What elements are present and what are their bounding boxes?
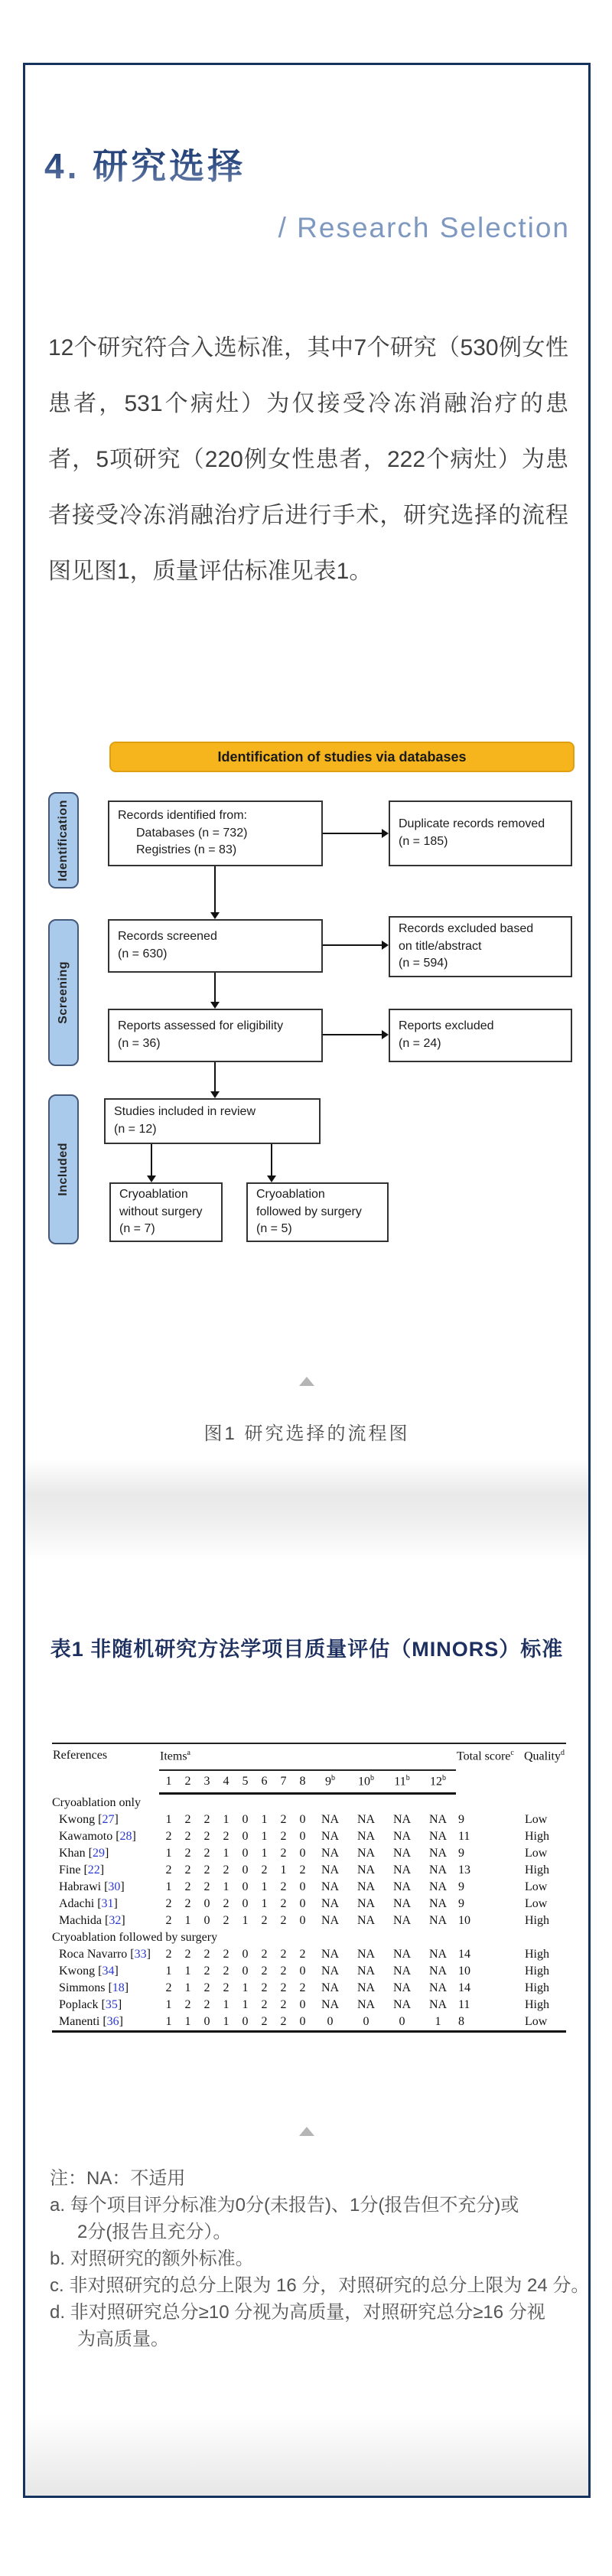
box-studies-included xyxy=(104,1098,321,1144)
box-line: (n = 36) xyxy=(118,1037,161,1050)
section-subtitle-en: / Research Selection xyxy=(278,212,570,243)
col-header-references: References xyxy=(53,1749,108,1762)
table-row: Khan [29] 1 2 2 1 0 1 2 0 NA NA NA NA 9 Low xyxy=(59,1847,548,1860)
citation-link[interactable]: 33 xyxy=(134,1948,147,1961)
box-line: followed by surgery xyxy=(256,1205,362,1218)
arrow-down-icon xyxy=(214,866,216,913)
item-column-header: 12$^b$ xyxy=(420,1770,456,1794)
section-divider xyxy=(25,1459,588,1560)
note-line: b. 对照研究的额外标准。 xyxy=(50,2248,254,2269)
arrow-right-icon xyxy=(323,833,382,834)
minors-table xyxy=(52,1743,566,2033)
arrow-down-icon xyxy=(214,973,216,1003)
box-records-identified xyxy=(108,801,323,866)
table-notes xyxy=(50,2165,588,2353)
citation-link[interactable]: 30 xyxy=(108,1880,121,1893)
box-line: without surgery xyxy=(119,1205,203,1218)
table-row: Roca Navarro [33] 2 2 2 2 0 2 2 2 NA NA NA NA 14 High xyxy=(59,1948,549,1961)
box-reports-excluded xyxy=(389,1009,572,1062)
col-header-items: Items$^a$ xyxy=(159,1743,456,1770)
box-records-excluded xyxy=(389,916,572,977)
citation-link[interactable]: 36 xyxy=(106,2015,119,2028)
box-cryoablation-only xyxy=(109,1182,223,1242)
box-line: (n = 24) xyxy=(399,1037,441,1050)
box-reports-assessed xyxy=(108,1009,323,1062)
item-column-header: 10$^b$ xyxy=(348,1770,384,1794)
stage-label-identification xyxy=(48,792,79,889)
intro-paragraph: 12个研究符合入选标准，其中7个研究（530例女性患者，531个病灶）为仅接受冷冻消融治疗的患者，5项研究（220例女性患者，222个病灶）为患者接受冷冻消融治疗后进行手术，研究选择的流程图见图1，质量评估标准见表1。 xyxy=(48,335,568,584)
box-line: Reports excluded xyxy=(399,1019,494,1033)
item-column-header: 11$^b$ xyxy=(384,1770,420,1794)
stage-label-text: Included xyxy=(57,1143,70,1196)
box-line: (n = 12) xyxy=(114,1123,157,1136)
col-header-total-score: Total score$^c$ xyxy=(457,1749,514,1763)
table-row: Habrawi [30] 1 2 2 1 0 1 2 0 NA NA NA NA 9 Low xyxy=(59,1880,548,1893)
note-line: c. 非对照研究的总分上限为 16 分，对照研究的总分上限为 24 分。 xyxy=(50,2275,590,2296)
figure-collapse-triangle-icon[interactable] xyxy=(299,1377,314,1386)
table-title: 表1 非随机研究方法学项目质量评估（MINORS）标准 xyxy=(50,1638,564,1661)
box-line: (n = 630) xyxy=(118,947,168,960)
table-group-row: Cryoablation followed by surgery xyxy=(52,1931,218,1944)
table-row: Kwong [27] 1 2 2 1 0 1 2 0 NA NA NA NA 9 Low xyxy=(59,1813,548,1826)
box-line: Records screened xyxy=(118,930,217,944)
box-line: on title/abstract xyxy=(399,939,482,953)
item-column-header: 2 xyxy=(178,1770,197,1794)
citation-link[interactable]: 31 xyxy=(101,1897,114,1910)
citation-link[interactable]: 32 xyxy=(109,1914,122,1927)
stage-label-screening xyxy=(48,919,79,1066)
stage-label-included xyxy=(48,1094,79,1244)
stage-label-text: Screening xyxy=(57,961,70,1024)
item-column-header: 7 xyxy=(274,1770,293,1794)
note-line: a. 每个项目评分标准为0分(未报告)、1分(报告但不充分)或 xyxy=(50,2195,519,2216)
box-line: (n = 7) xyxy=(119,1222,155,1236)
arrow-down-icon xyxy=(151,1144,152,1176)
box-line: Records identified from: xyxy=(118,808,247,822)
table-row: Kawamoto [28] 2 2 2 2 0 1 2 0 NA NA NA NA 11 High xyxy=(59,1830,549,1843)
item-column-header: 3 xyxy=(197,1770,216,1794)
table-row: Machida [32] 2 1 0 2 1 2 2 0 NA NA NA NA 10 High xyxy=(59,1914,549,1927)
citation-link[interactable]: 22 xyxy=(87,1864,100,1877)
citation-link[interactable]: 27 xyxy=(102,1813,115,1826)
box-line: Registries (n = 83) xyxy=(136,843,237,857)
article-card xyxy=(23,63,591,2498)
col-header-quality: Quality$^d$ xyxy=(524,1749,565,1763)
table-collapse-triangle-icon[interactable] xyxy=(299,2127,314,2136)
bottom-gradient xyxy=(25,2415,588,2496)
flowchart-banner: Identification of studies via databases xyxy=(109,742,575,772)
box-line: (n = 185) xyxy=(399,835,448,848)
section-title: 4. 研究选择 xyxy=(44,139,246,189)
item-column-header: 6 xyxy=(255,1770,274,1794)
figure-caption: 图1 研究选择的流程图 xyxy=(203,1423,410,1444)
box-duplicates-removed xyxy=(389,801,572,866)
citation-link[interactable]: 35 xyxy=(105,1998,118,2011)
box-line: Duplicate records removed xyxy=(399,817,545,831)
box-cryoablation-surgery xyxy=(246,1182,389,1242)
note-line: d. 非对照研究总分≥10 分视为高质量，对照研究总分≥16 分视 xyxy=(50,2302,545,2323)
item-column-header: 1 xyxy=(159,1770,178,1794)
note-line: 为高质量。 xyxy=(77,2329,169,2349)
box-line: (n = 5) xyxy=(256,1222,292,1236)
arrow-down-icon xyxy=(214,1062,216,1092)
box-line: Records excluded based xyxy=(399,921,534,935)
prisma-flowchart xyxy=(48,729,576,1248)
item-column-header: 4 xyxy=(216,1770,236,1794)
table-row: Adachi [31] 2 2 0 2 0 1 2 0 NA NA NA NA 9 Low xyxy=(59,1897,548,1910)
item-column-header: 9$^b$ xyxy=(312,1770,348,1794)
table-row: Manenti [36] 1 1 0 1 0 2 2 0 0 0 0 1 8 Low xyxy=(59,2015,548,2028)
citation-link[interactable]: 18 xyxy=(112,1981,125,1994)
citation-link[interactable]: 28 xyxy=(119,1830,132,1843)
arrow-down-icon xyxy=(271,1144,272,1176)
table-row: Kwong [34] 1 1 2 2 0 2 2 0 NA NA NA NA 10 High xyxy=(59,1965,549,1978)
arrow-right-icon xyxy=(323,1034,382,1035)
table-row: Simmons [18] 2 1 2 2 1 2 2 2 NA NA NA NA 14 High xyxy=(59,1981,549,1994)
item-column-header: 5 xyxy=(236,1770,255,1794)
box-line: Databases (n = 732) xyxy=(136,826,248,840)
box-records-screened xyxy=(108,919,323,973)
box-line: (n = 594) xyxy=(399,957,448,970)
table-row: Poplack [35] 1 2 2 1 1 2 2 0 NA NA NA NA 11 High xyxy=(59,1998,549,2011)
note-line: 注：NA：不适用 xyxy=(50,2168,186,2189)
note-line: 2分(报告且充分）。 xyxy=(77,2222,232,2242)
arrow-right-icon xyxy=(323,944,382,946)
stage-label-text: Identification xyxy=(57,799,70,882)
item-column-header: 8 xyxy=(293,1770,312,1794)
table-row: Fine [22] 2 2 2 2 0 2 1 2 NA NA NA NA 13 High xyxy=(59,1864,549,1877)
table-group-row: Cryoablation only xyxy=(52,1796,141,1809)
citation-link[interactable]: 29 xyxy=(92,1847,105,1860)
box-line: Studies included in review xyxy=(114,1105,256,1119)
box-line: Cryoablation xyxy=(119,1187,188,1201)
box-line: Cryoablation xyxy=(256,1187,325,1201)
box-line: Reports assessed for eligibility xyxy=(118,1019,284,1033)
citation-link[interactable]: 34 xyxy=(102,1965,115,1978)
minors-table-body xyxy=(52,1794,566,2032)
